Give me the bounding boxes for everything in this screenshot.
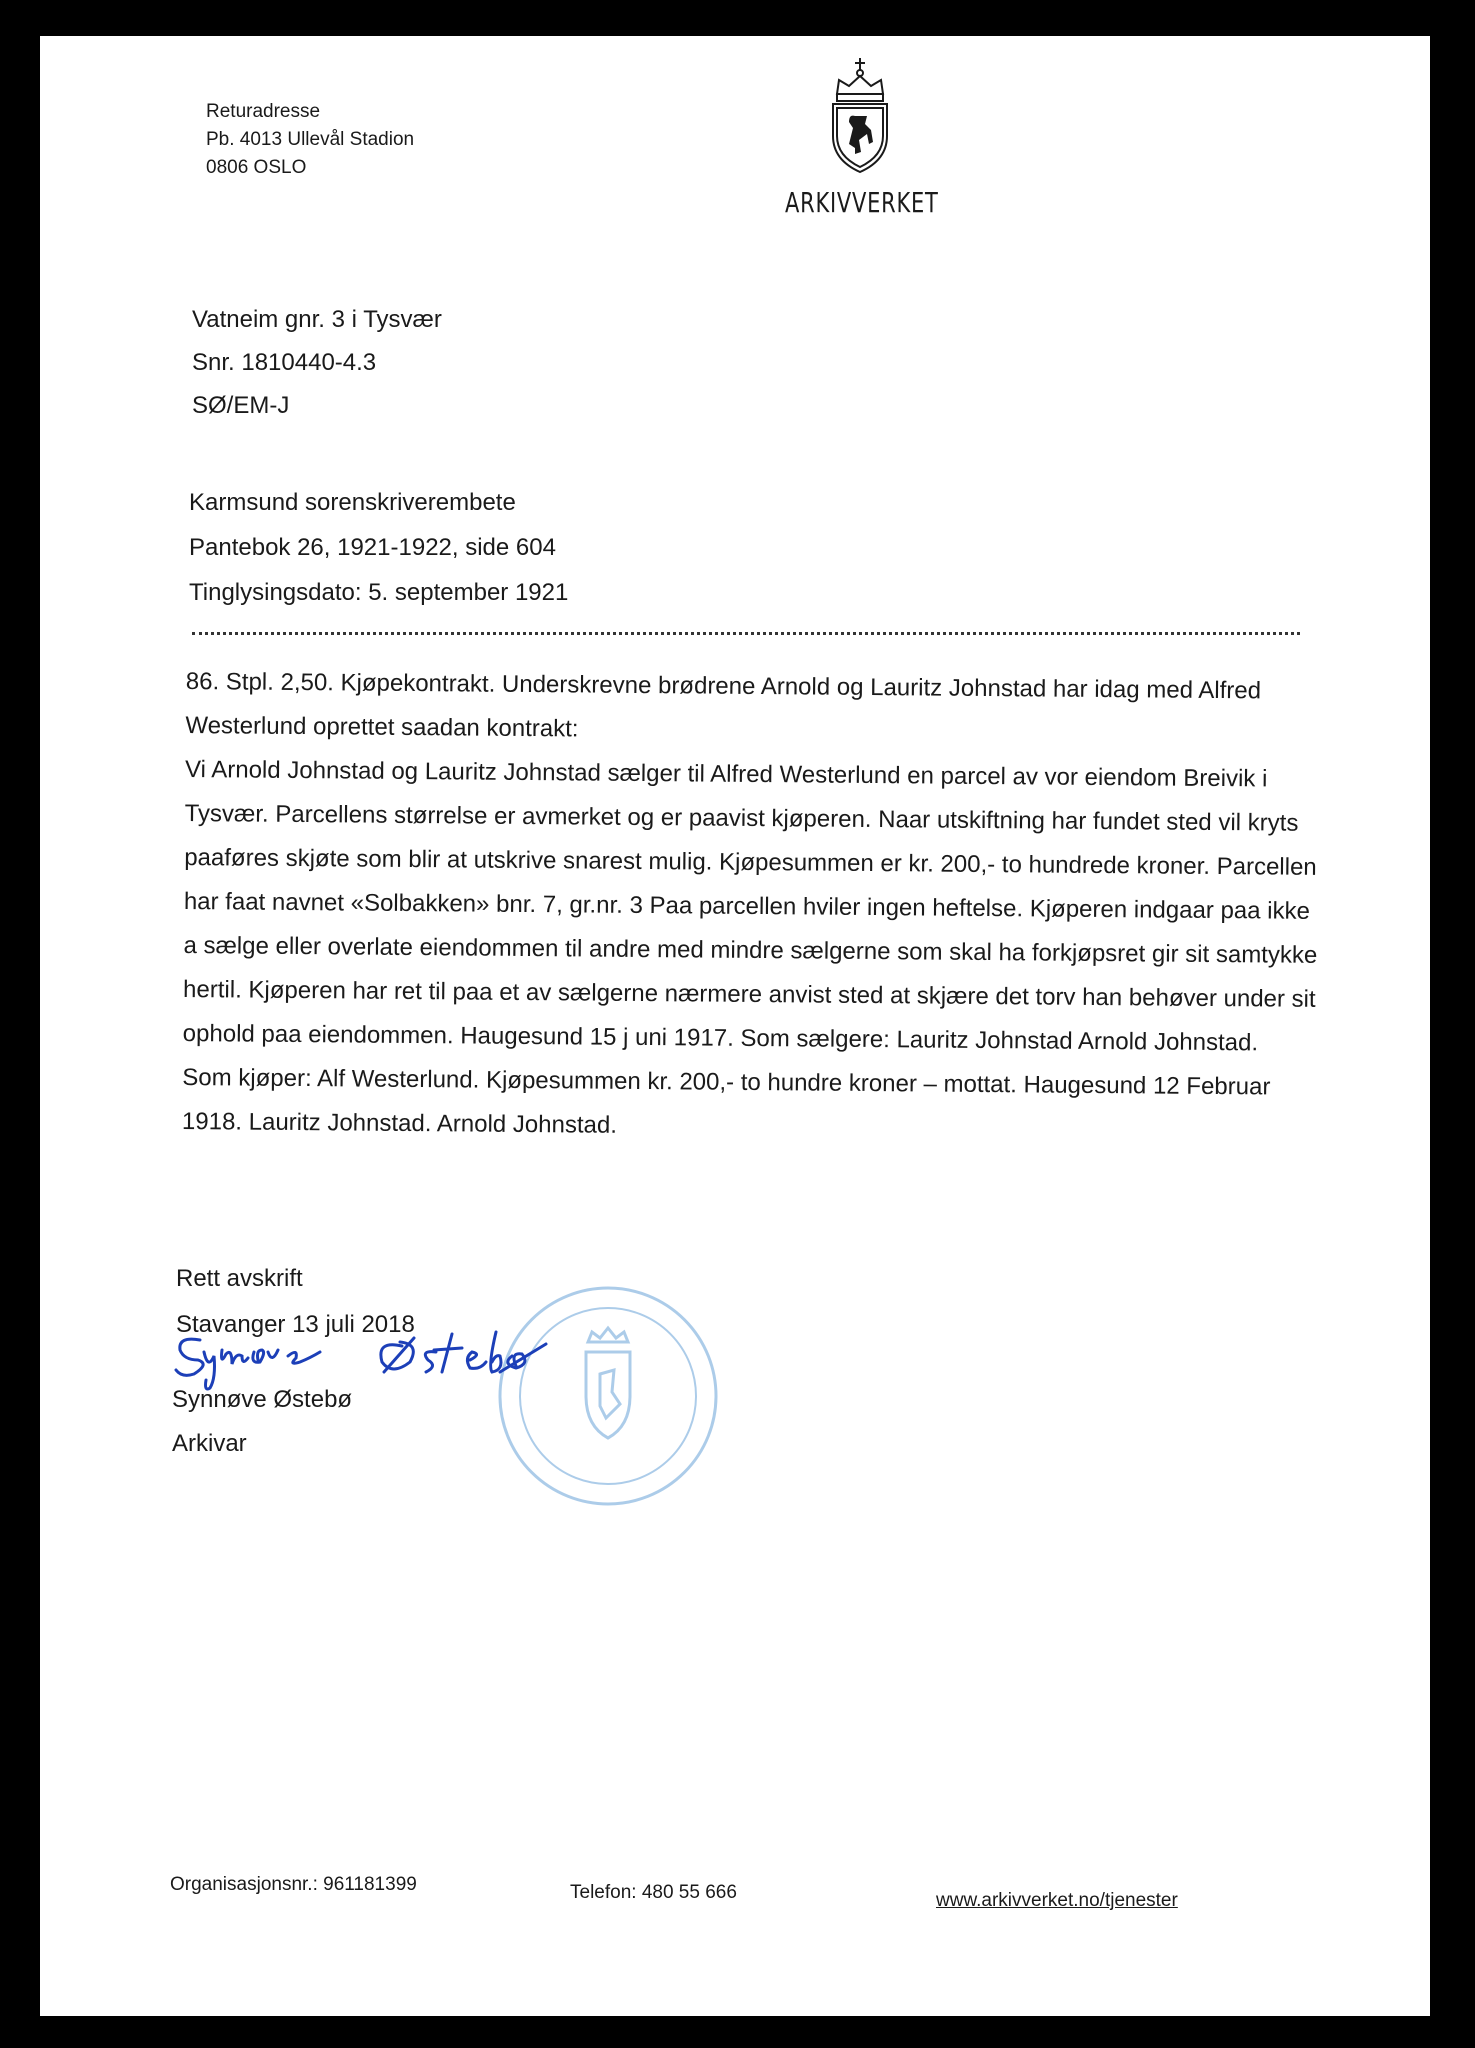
- return-address: [206, 98, 414, 182]
- body-line: Vi Arnold Johnstad og Lauritz Johnstad sælger til Alfred Westerlund en parcel av vor eiendom Breivik i: [184, 755, 1268, 793]
- source-line: Karmsund sorenskriverembete: [189, 489, 516, 516]
- signer-title: Arkivar: [172, 1430, 247, 1457]
- body-line: Tysvær. Parcellens størrelse er avmerket og er paavist kjøperen. Naar utskiftning har fundet sted vil kryts: [184, 799, 1299, 837]
- source-block: [189, 480, 568, 615]
- body-line: Som kjøper: Alf Westerlund. Kjøpesummen kr. 200,- to hundre kroner – mottat. Haugesund 12 Februar: [182, 1063, 1271, 1101]
- return-address-label: Returadresse: [206, 101, 321, 122]
- body-line: Westerlund oprettet saadan kontrakt:: [185, 711, 579, 743]
- certification-label: Rett avskrift: [176, 1265, 303, 1292]
- body-line: ophold paa eiendommen. Haugesund 15 j uni 1917. Som sælgere: Lauritz Johnstad Arnold Johnstad.: [182, 1019, 1259, 1057]
- reference-line: SØ/EM-J: [192, 392, 290, 419]
- body-line: hertil. Kjøperen har ret til paa et av sælgerne nærmere anvist sted at skjære det torv han behøver under sit: [183, 975, 1316, 1013]
- body-line: 86. Stpl. 2,50. Kjøpekontrakt. Underskrevne brødrene Arnold og Lauritz Johnstad har idag med Alfred: [185, 667, 1262, 705]
- coat-of-arms-icon: [825, 56, 895, 176]
- body-line: paaføres skjøte som blir at utskrive snarest mulig. Kjøpesummen er kr. 200,- to hundrede kroner. Parcellen: [184, 843, 1317, 881]
- arkivverket-logo: [760, 56, 960, 219]
- signer-block: [172, 1378, 352, 1466]
- body-line: a sælge eller overlate eiendommen til andre med mindre sælgerne som skal ha forkjøpsret gir sit samtykke: [183, 931, 1318, 969]
- return-address-line1: Pb. 4013 Ullevål Stadion: [206, 129, 415, 150]
- dotted-separator: [192, 632, 1300, 635]
- footer-phone: Telefon: 480 55 666: [570, 1882, 737, 1903]
- certification-date: Stavanger 13 juli 2018: [176, 1311, 415, 1338]
- logo-text: ARKIVVERKET: [785, 186, 939, 219]
- transcription-body: [182, 660, 1436, 1155]
- source-line: Pantebok 26, 1921-1922, side 604: [189, 534, 556, 561]
- reference-block: [192, 298, 442, 427]
- source-line: Tinglysingsdato: 5. september 1921: [189, 579, 569, 606]
- document-page: [40, 36, 1430, 2016]
- official-stamp-icon: [488, 1276, 728, 1516]
- reference-line: Snr. 1810440-4.3: [192, 349, 377, 376]
- footer-organisation-number: Organisasjonsnr.: 961181399: [170, 1874, 417, 1895]
- body-line: 1918. Lauritz Johnstad. Arnold Johnstad.: [181, 1107, 618, 1139]
- signer-name: Synnøve Østebø: [172, 1386, 353, 1413]
- body-line: har faat navnet «Solbakken» bnr. 7, gr.nr. 3 Paa parcellen hviler ingen heftelse. Kjøperen indgaar paa ikke: [183, 887, 1311, 925]
- footer-website-link[interactable]: www.arkivverket.no/tjenester: [936, 1890, 1178, 1911]
- return-address-line2: 0806 OSLO: [206, 157, 307, 178]
- reference-line: Vatneim gnr. 3 i Tysvær: [192, 306, 442, 333]
